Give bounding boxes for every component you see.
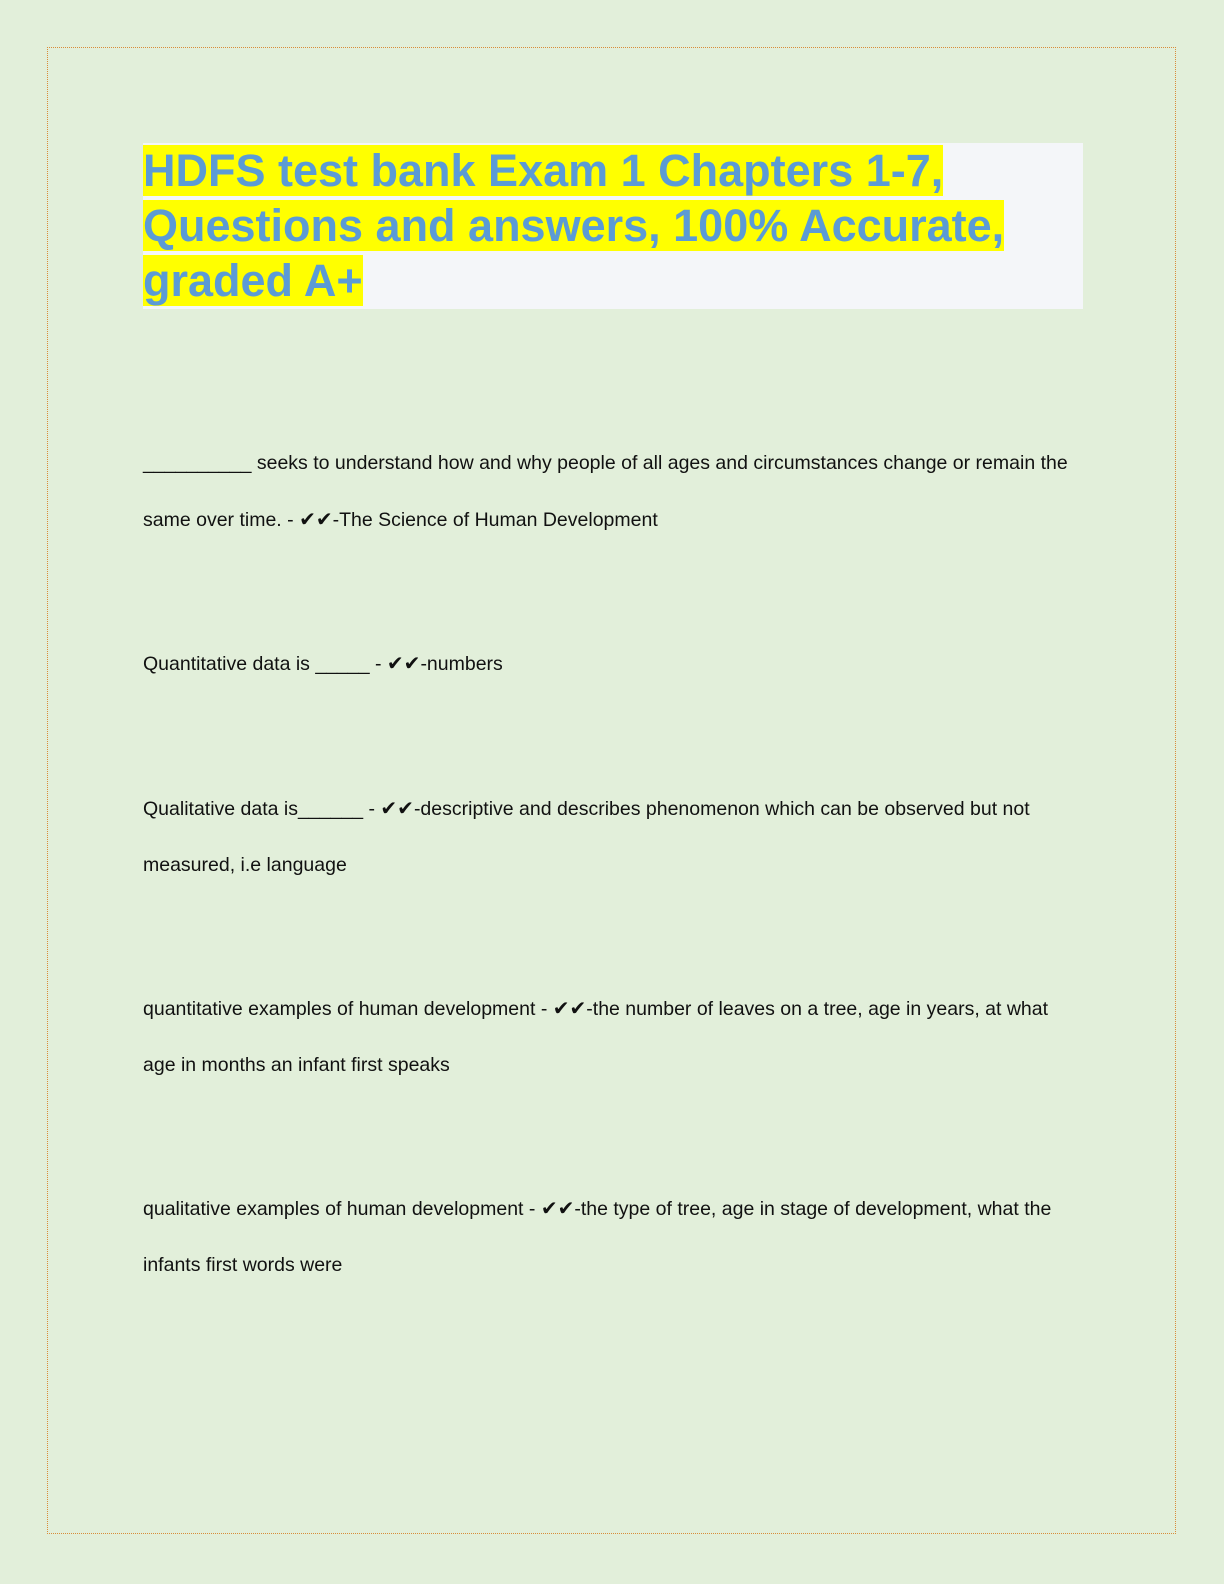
qa-item — [143, 980, 1083, 1093]
check-icon: ✔✔ — [299, 507, 333, 531]
answer-text: -The Science of Human Development — [332, 509, 658, 531]
qa-list — [143, 435, 1083, 1380]
question-text: Quantitative data is _____ — [143, 653, 370, 675]
separator: - — [535, 998, 553, 1020]
check-icon: ✔✔ — [552, 996, 587, 1020]
question-text: quantitative examples of human development — [143, 998, 536, 1020]
answer-text: -the number of leaves on a tree, age in years, at what age in months an infant first speaks — [143, 998, 1049, 1076]
question-text: qualitative examples of human development — [143, 1198, 524, 1220]
qa-item — [143, 435, 1083, 548]
separator: - — [281, 509, 300, 531]
question-text: Qualitative data is______ — [143, 798, 364, 820]
qa-item — [143, 1180, 1083, 1293]
check-icon: ✔✔ — [386, 651, 421, 675]
title-block — [143, 143, 1083, 309]
answer-text: -the type of tree, age in stage of development, what the infants first words were — [143, 1198, 1052, 1276]
check-icon: ✔✔ — [380, 796, 414, 820]
answer-text: -descriptive and describes phenomenon which can be observed but not measured, i.e language — [143, 798, 1030, 876]
separator: - — [523, 1198, 541, 1220]
answer-text: -numbers — [420, 653, 503, 675]
qa-item — [143, 780, 1083, 893]
question-text: __________ seeks to understand how and why people of all ages and circumstances change or remain the same over time. — [143, 452, 1068, 531]
check-icon: ✔✔ — [540, 1196, 575, 1220]
title-highlight: HDFS test bank Exam 1 Chapters 1-7, Questions and answers, 100% Accurate, graded A+ — [143, 145, 1005, 306]
document-title — [143, 143, 1083, 308]
separator: - — [363, 798, 381, 820]
separator: - — [369, 653, 387, 675]
qa-item — [143, 635, 1083, 692]
